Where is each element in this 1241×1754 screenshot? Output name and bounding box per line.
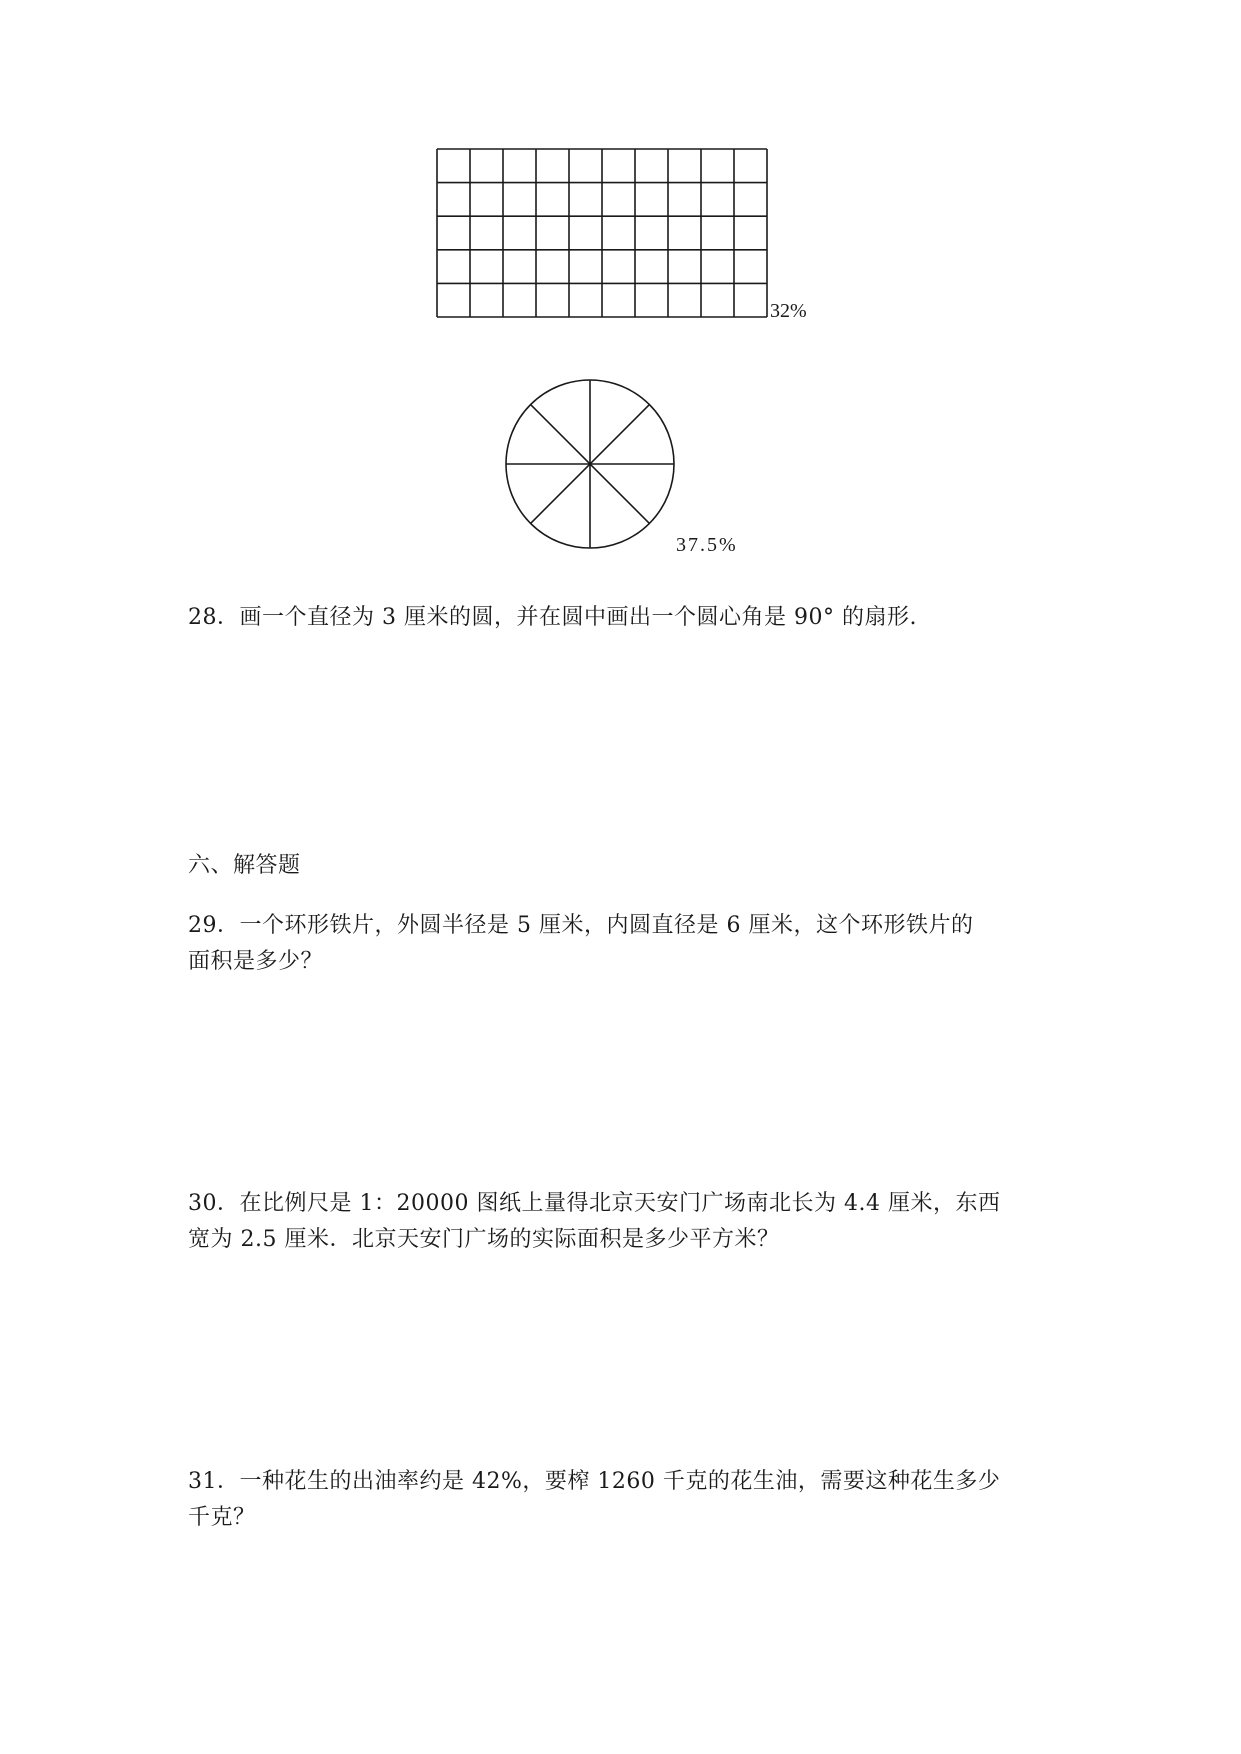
- question-28: [188, 600, 1068, 636]
- question-30-line-2: 宽为 2.5 厘米．北京天安门广场的实际面积是多少平方米？: [188, 1227, 780, 1252]
- question-29-line-1: 29．一个环形铁片，外圆半径是 5 厘米，内圆直径是 6 厘米，这个环形铁片的: [188, 913, 974, 938]
- grid-percent-label: 32%: [770, 300, 807, 322]
- question-31-line-1: 31．一种花生的出油率约是 42%，要榨 1260 千克的花生油，需要这种花生多少: [188, 1469, 1001, 1494]
- grid-figure: [436, 148, 768, 318]
- question-31: [188, 1464, 1068, 1536]
- question-30-line-1: 30．在比例尺是 1：20000 图纸上量得北京天安门广场南北长为 4.4 厘米，东西: [188, 1191, 1001, 1216]
- question-29: [188, 908, 1068, 980]
- question-29-line-2: 面积是多少？: [188, 949, 324, 974]
- circle-figure: [500, 374, 680, 554]
- question-31-line-2: 千克？: [188, 1505, 256, 1530]
- circle-shape: [506, 380, 674, 548]
- section-6-heading: 六、解答题: [188, 853, 301, 878]
- circle-percent-label: 37.5%: [676, 534, 738, 556]
- question-28-text: 28．画一个直径为 3 厘米的圆，并在圆中画出一个圆心角是 90° 的扇形.: [188, 605, 917, 630]
- grid-lines: [437, 149, 767, 317]
- question-30: [188, 1186, 1068, 1258]
